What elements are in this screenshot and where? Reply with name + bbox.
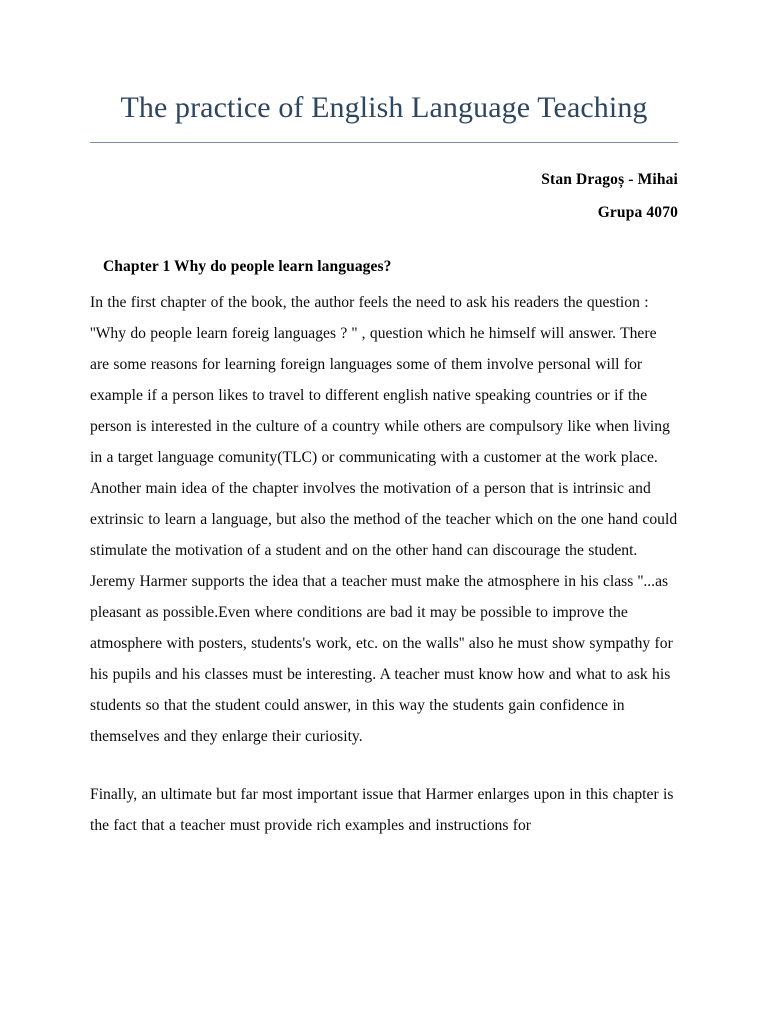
author-name: Stan Dragoș - Mihai xyxy=(541,170,678,188)
author-block xyxy=(90,163,678,230)
title-divider xyxy=(90,142,678,143)
chapter-heading: Chapter 1 Why do people learn languages? xyxy=(103,258,392,276)
body-paragraph: Finally, an ultimate but far most important issue that Harmer enlarges upon in this chapter is the fact that a teacher must provide rich examples and instructions for xyxy=(90,786,674,835)
page-title: The practice of English Language Teaching xyxy=(120,91,648,124)
body-paragraph: In the first chapter of the book, the author feels the need to ask his readers the question : ''Why do people learn foreig languages ? '' , question which he himself will answer. There are some reasons for learning foreign languages some of them involve personal will for example if a person likes to travel to different english native speaking countries or if the person is interested in the culture of a country while others are compulsory like when living in a target language comunity(TLC) or communicating with a customer at the work place. Another main idea of the chapter involves the motivation of a person that is intrinsic and extrinsic to learn a language, but also the method of the teacher which on the one hand could stimulate the motivation of a student and on the other hand can discourage the student. Jeremy Harmer supports the idea that a teacher must make the atmosphere in his class ''...as pleasant as possible.Even where conditions are bad it may be possible to improve the atmosphere with posters, students's work, etc. on the walls'' also he must show sympathy for his pupils and his classes must be interesting. A teacher must know how and what to ask his students so that the student could answer, in this way the students gain confidence in themselves and they enlarge their curiosity. xyxy=(90,294,678,746)
author-group: Grupa 4070 xyxy=(597,204,678,222)
document-content-column xyxy=(90,0,678,841)
